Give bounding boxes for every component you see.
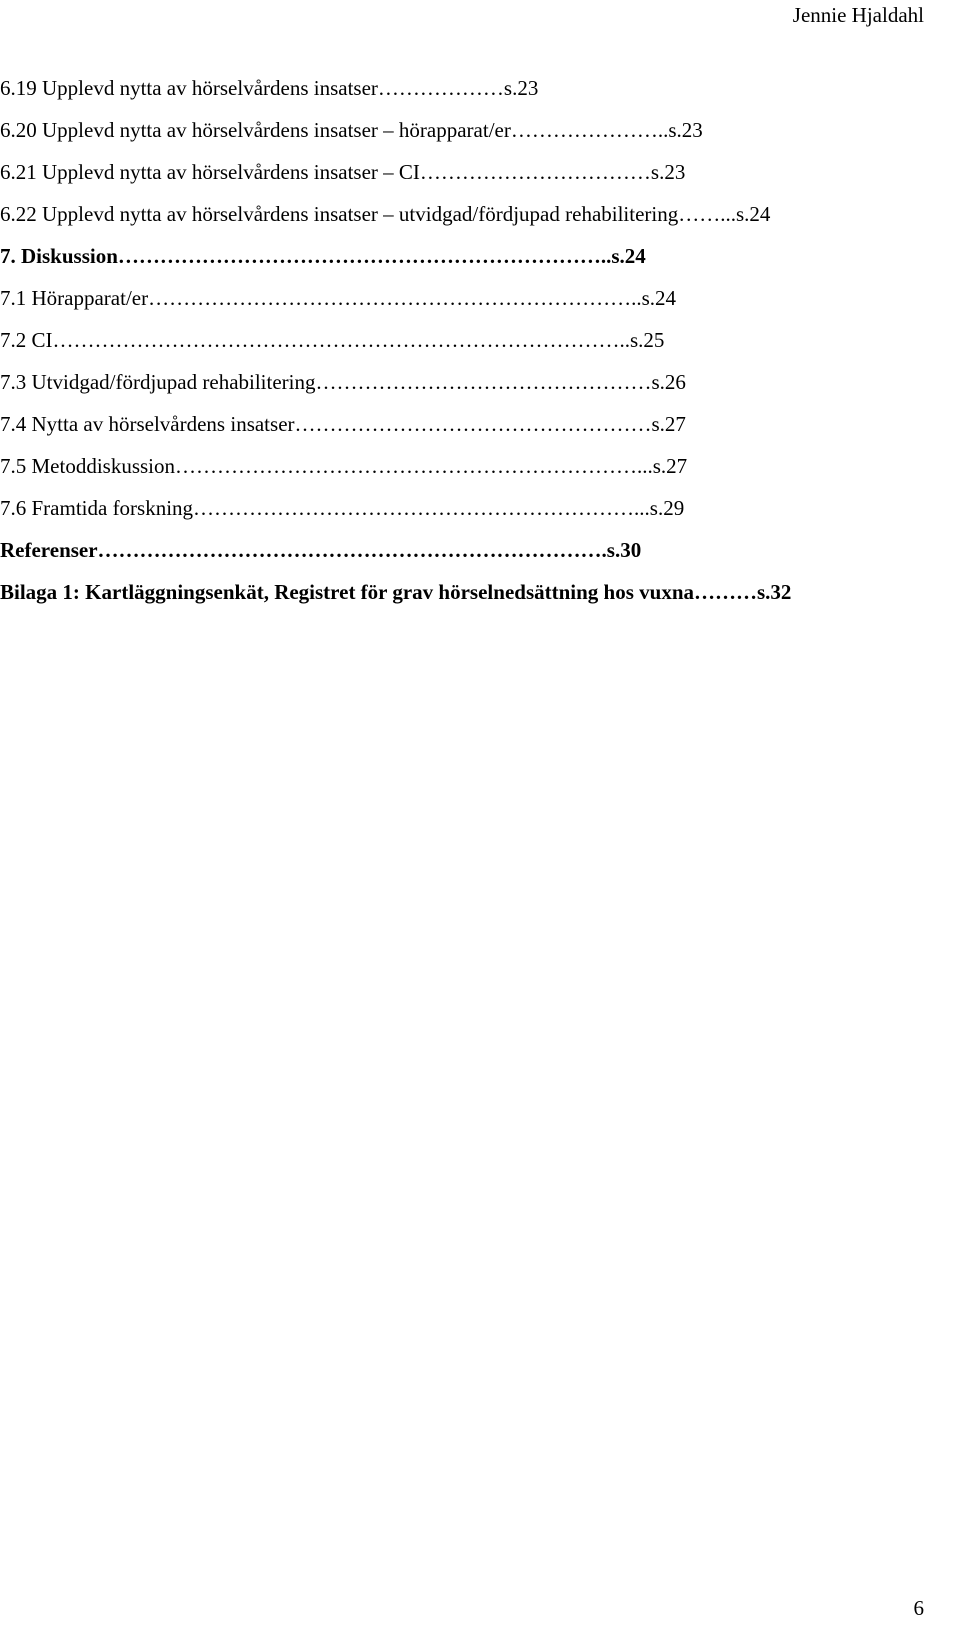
toc-entry-7-diskussion: 7. Diskussion……………………………………………………………..s.24	[0, 244, 646, 268]
toc-entry-6-22: 6.22 Upplevd nytta av hörselvårdens insatser – utvidgad/fördjupad rehabilitering……...s.24	[0, 202, 771, 226]
toc-entry-7-5: 7.5 Metoddiskussion…………………………………………………………...s.27	[0, 454, 688, 478]
toc-entry-7-3: 7.3 Utvidgad/fördjupad rehabilitering…………………………………………s.26	[0, 370, 686, 394]
toc-entry-7-1: 7.1 Hörapparat/er……………………………………………………………..s.24	[0, 286, 677, 310]
toc-entry-6-21: 6.21 Upplevd nytta av hörselvårdens insatser – CI……………………………s.23	[0, 160, 686, 184]
toc-entry-7-4: 7.4 Nytta av hörselvårdens insatser……………………………………………s.27	[0, 412, 686, 436]
toc-entry-bilaga-1: Bilaga 1: Kartläggningsenkät, Registret för grav hörselnedsättning hos vuxna………s.32	[0, 580, 792, 604]
page-number: 6	[913, 1596, 924, 1620]
toc-entry-6-20: 6.20 Upplevd nytta av hörselvårdens insatser – hörapparat/er…………………..s.23	[0, 118, 703, 142]
toc-entry-6-19: 6.19 Upplevd nytta av hörselvårdens insatser………………s.23	[0, 76, 539, 100]
toc-entry-7-2: 7.2 CI………………………………………………………………………..s.25	[0, 328, 665, 352]
toc-entry-referenser: Referenser……………………………………………………………….s.30	[0, 538, 642, 562]
page-header-author: Jennie Hjaldahl	[792, 3, 924, 27]
toc-entry-7-6: 7.6 Framtida forskning………………………………………………………...s.29	[0, 496, 685, 520]
